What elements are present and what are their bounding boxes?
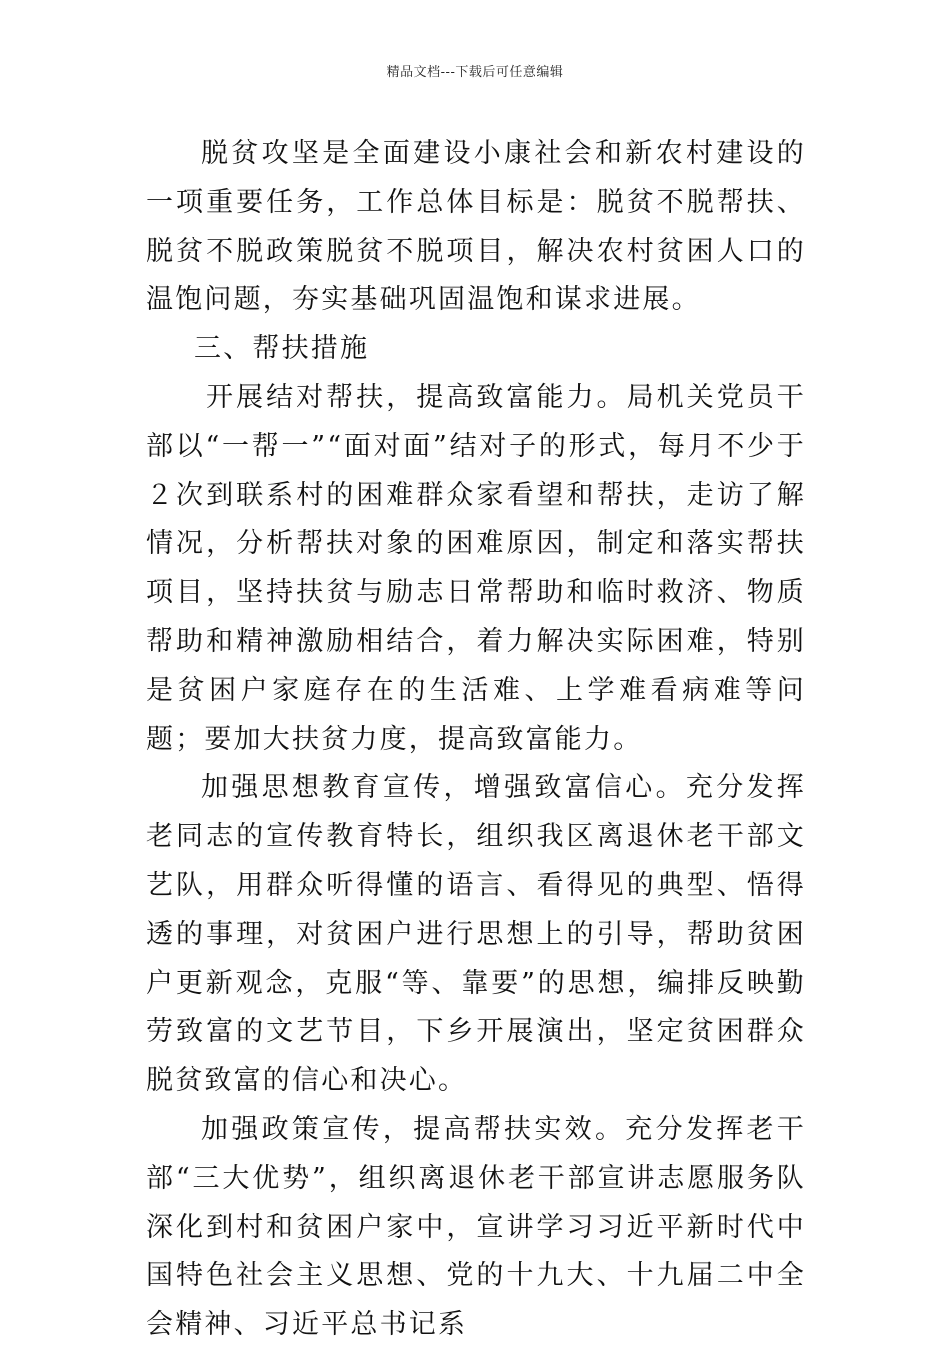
paragraph-goal: 脱贫攻坚是全面建设小康社会和新农村建设的一项重要任务，工作总体目标是：脱贫不脱帮扶、脱贫不脱政策脱贫不脱项目，解决农村贫困人口的温饱问题，夯实基础巩固温饱和谋求进展。: [146, 138, 806, 316]
section-heading-measures: 三、帮扶措施: [194, 333, 370, 365]
page-header: 精品文档---下载后可任意编辑: [386, 65, 564, 80]
paragraph-pairing-assistance: 开展结对帮扶，提高致富能力。局机关党员干部以“一帮一”“面对面”结对子的形式，每月不少于２次到联系村的困难群众家看望和帮扶，走访了解情况，分析帮扶对象的困难原因，制定和落实帮扶项目，坚持扶贫与励志日常帮助和临时救济、物质帮助和精神激励相结合，着力解决实际困难，特别是贫困户家庭存在的生活难、上学难看病难等问题；要加大扶贫力度，提高致富能力。: [146, 381, 806, 755]
paragraph-education-publicity: 加强思想教育宣传，增强致富信心。充分发挥老同志的宣传教育特长，组织我区离退休老干部文艺队，用群众听得懂的语言、看得见的典型、悟得透的事理，对贫困户进行思想上的引导，帮助贫困户更新观念，克服“等、靠要”的思想，编排反映勤劳致富的文艺节目，下乡开展演出，坚定贫困群众脱贫致富的信心和决心。: [146, 772, 806, 1097]
document-body: [146, 130, 806, 1350]
paragraph-policy-publicity: 加强政策宣传，提高帮扶实效。充分发挥老干部“三大优势”，组织离退休老干部宣讲志愿服务队深化到村和贫困户家中，宣讲学习习近平新时代中国特色社会主义思想、党的十九大、十九届二中全会精神、习近平总书记系: [146, 1113, 806, 1341]
